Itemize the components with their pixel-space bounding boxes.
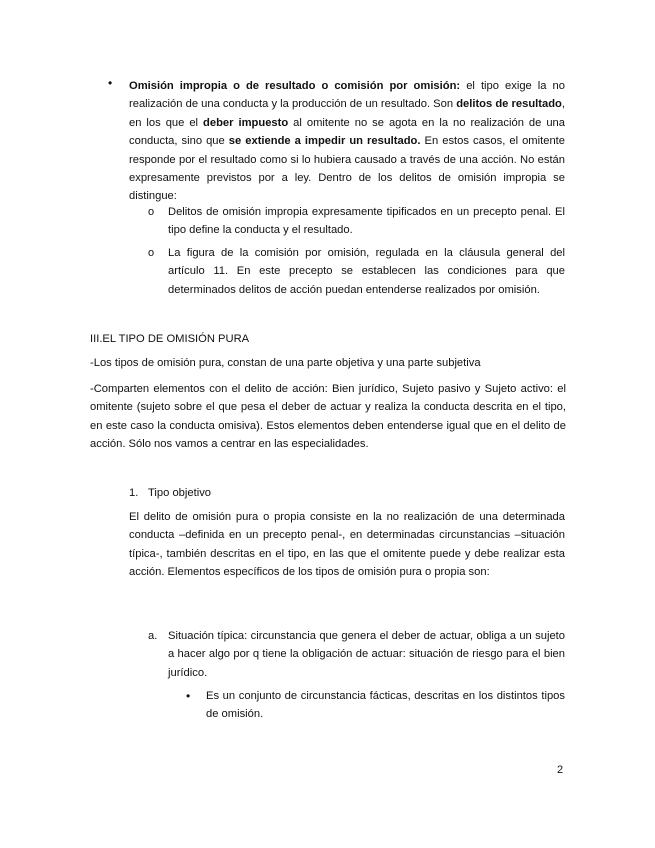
bullet-text-segment: , en los que el [129, 98, 565, 129]
alpha-marker: a. [148, 630, 158, 642]
sublist-item: Delitos de omisión impropia expresamente tipificados en un precepto penal. El tipo define la conducta y el resultado. [168, 206, 565, 237]
nested-bullet-item: Es un conjunto de circunstancia fácticas, descritas en los distintos tipos de omisión. [206, 690, 565, 721]
nested-bullet-marker: • [186, 689, 191, 703]
page-number: 2 [557, 764, 564, 776]
bullet-marker: • [108, 76, 113, 90]
numbered-label: Tipo objetivo [148, 487, 212, 499]
bullet-text-segment: al omitente no se agota en la no realización de una conducta, sino que [129, 116, 565, 148]
section-paragraph: -Comparten elementos con el delito de acción: Bien jurídico, Sujeto pasivo y Sujeto activo: el omitente (sujeto sobre el que pesa el deber de actuar y realiza la conducta descrita en el tipo, en este caso la conducta omisiva). Estos elementos deben entenderse igual que en el delito de acción. Sólo nos vamos a centrar en las especialidades. [90, 383, 566, 451]
sublist-item: La figura de la comisión por omisión, regulada en la cláusula general del artículo 11. En este precepto se establecen las condiciones para que determinados delitos de acción puedan entenderse realizados por omisión. [168, 247, 565, 296]
bullet-text-segment: el tipo exige la no realización de una conducta y la producción de un resultado. Son [129, 80, 566, 111]
sublist-marker: o [148, 247, 155, 259]
bullet-text-segment: En estos casos, el omitente responde por el resultado como si lo hubiera causado a través de una acción. No están expresamente previstos por a ley. Dentro de los delitos de omisión impropia se distingue: [129, 135, 565, 203]
alpha-item: Situación típica: circunstancia que genera el deber de actuar, obliga a un sujeto a hacer algo por q tiene la obligación de actuar: situación de riesgo para el bien jurídico. [168, 630, 565, 679]
bullet-paragraph-omision-impropia [129, 77, 565, 206]
bold-term-deber-impuesto: deber impuesto [203, 116, 289, 129]
bold-term-impedir-resultado: se extiende a impedir un resultado. [228, 135, 421, 148]
bullet-title: Omisión impropia o de resultado o comisión por omisión: [129, 80, 461, 92]
numbered-paragraph: El delito de omisión pura o propia consiste en la no realización de una determinada conducta –definida en un precepto penal-, en determinadas circunstancias –situación típica-, también descritas en el tipo, en las que el omitente puede y debe realizar esta acción. Elementos específicos de los tipos de omisión pura o propia son: [129, 511, 565, 579]
sublist-marker: o [148, 206, 155, 218]
bold-term-delitos-de-resultado: delitos de resultado [456, 98, 562, 111]
numbered-marker: 1. [129, 487, 139, 499]
section-paragraph: -Los tipos de omisión pura, constan de una parte objetiva y una parte subjetiva [90, 357, 481, 369]
section-heading: III.EL TIPO DE OMISIÓN PURA [90, 333, 250, 345]
